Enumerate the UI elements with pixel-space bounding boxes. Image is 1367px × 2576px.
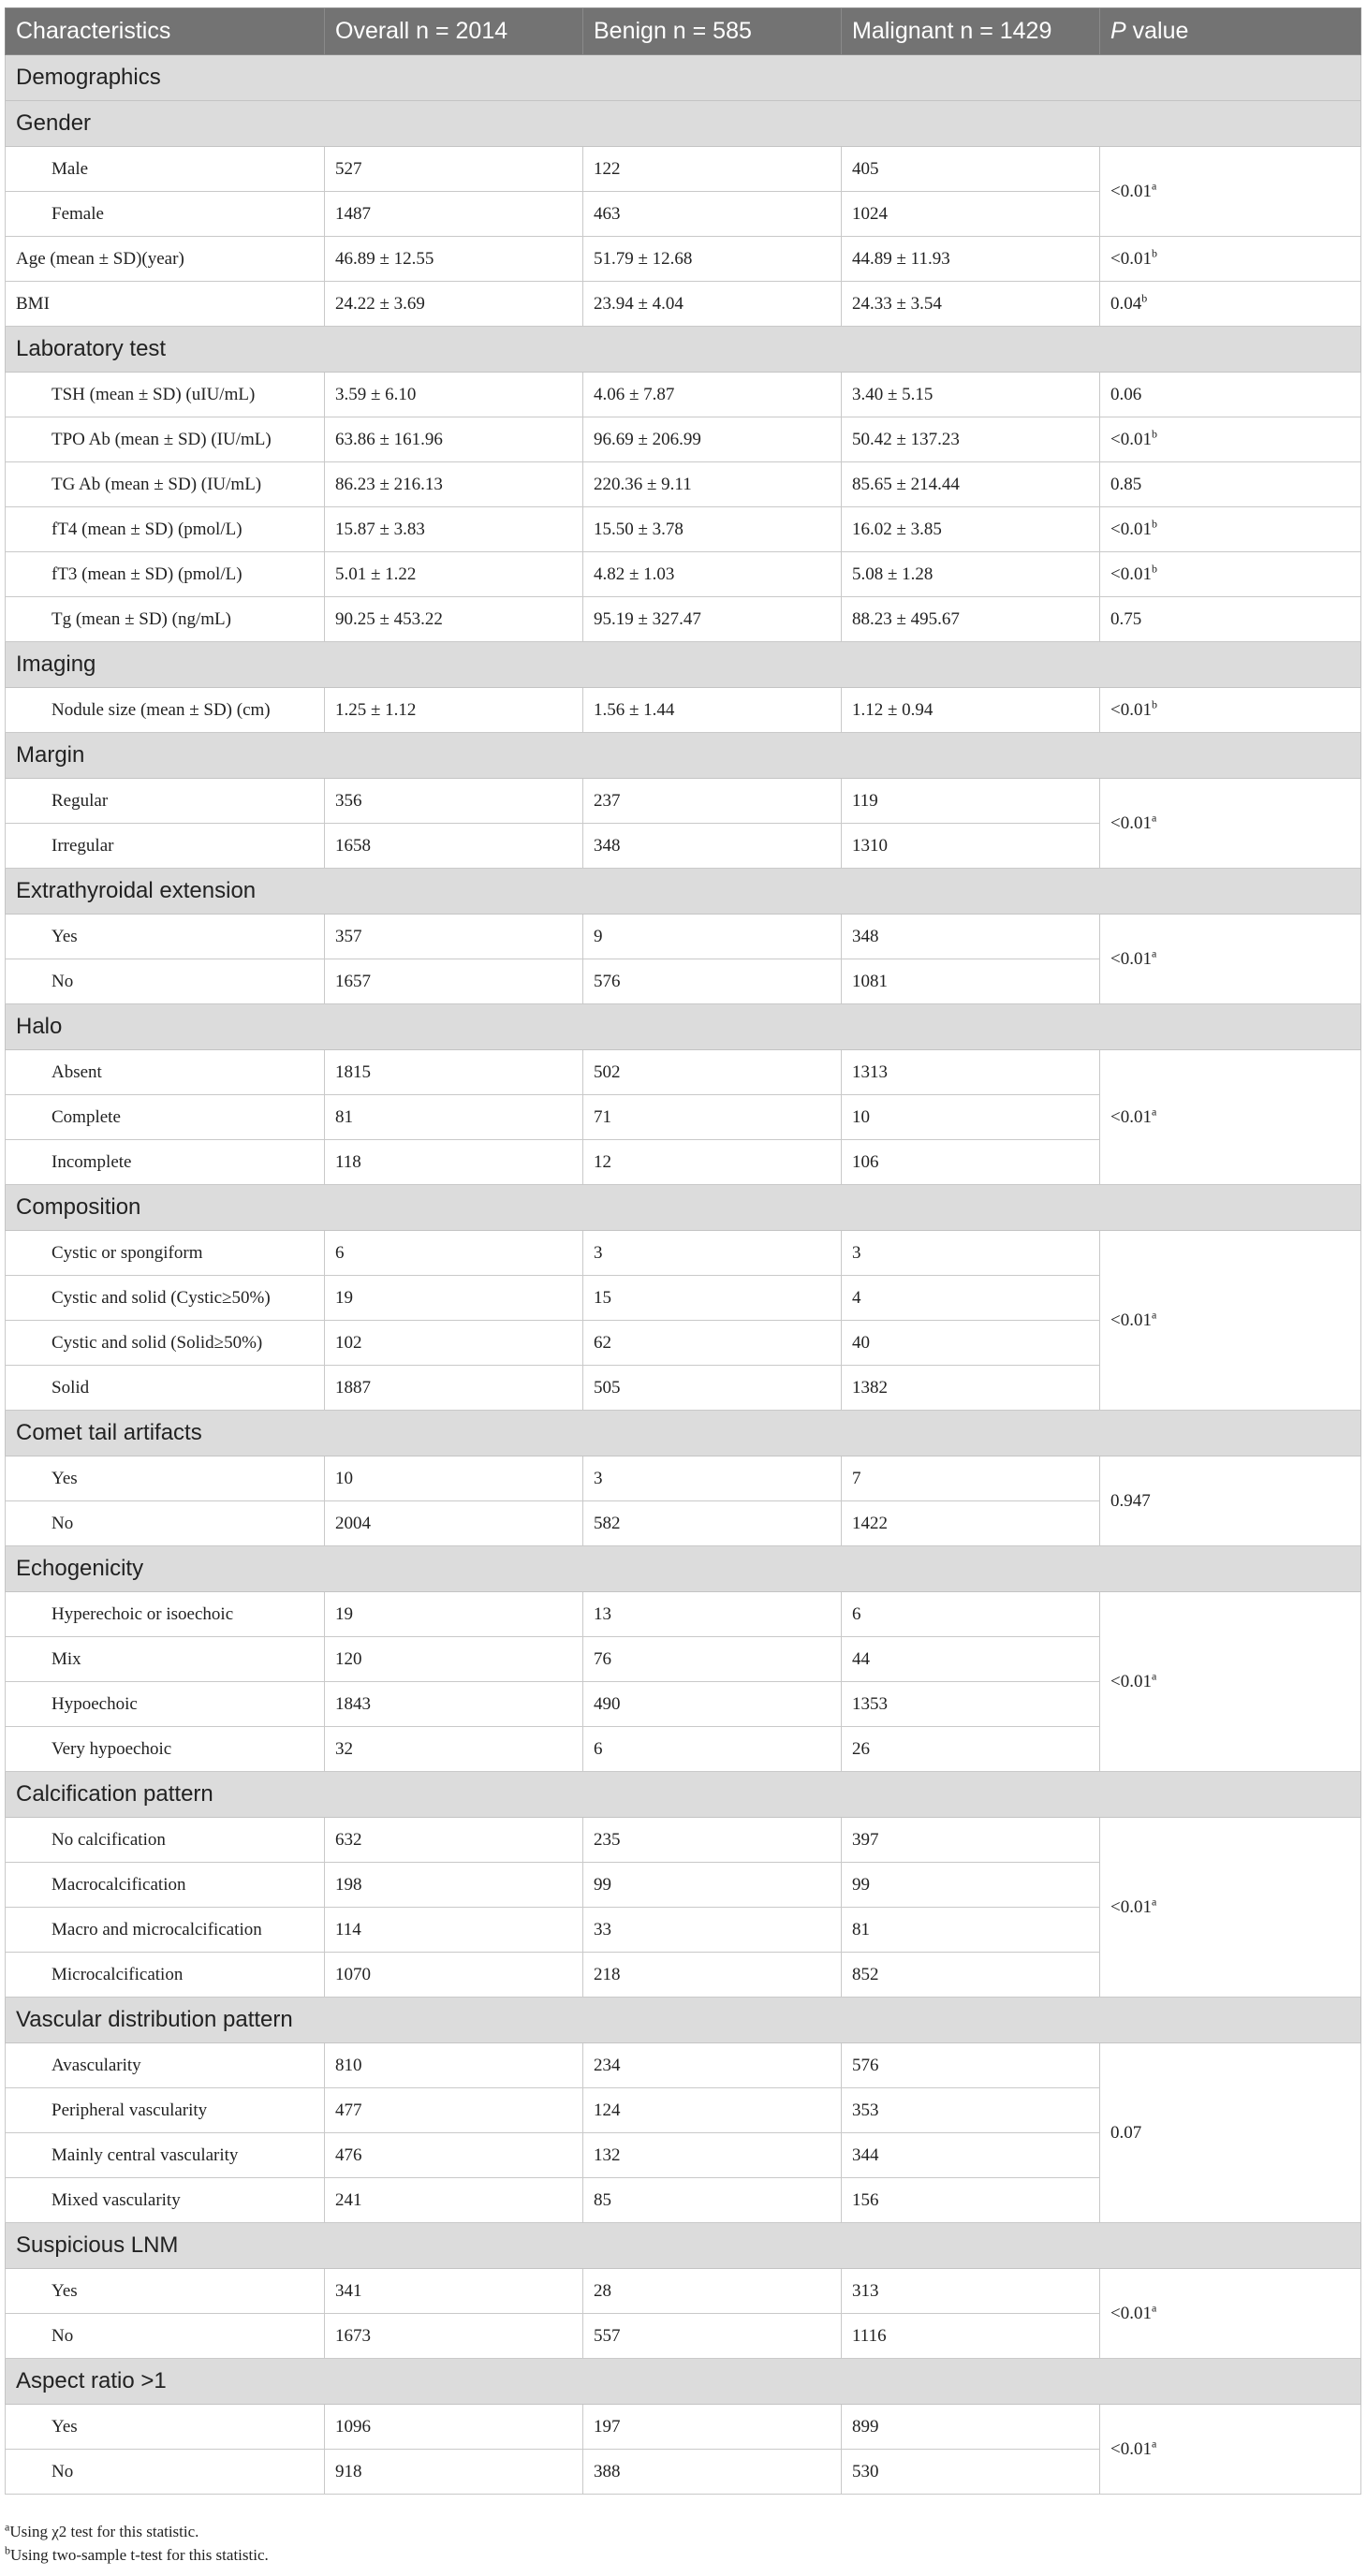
row-label: Tg (mean ± SD) (ng/mL) — [6, 597, 325, 642]
section-title: Demographics — [6, 55, 1361, 101]
cell-malignant: 1353 — [842, 1682, 1100, 1727]
row-label: Macrocalcification — [6, 1863, 325, 1908]
table-row — [6, 1050, 1361, 1095]
cell-overall: 1815 — [325, 1050, 583, 1095]
cell-benign: 15.50 ± 3.78 — [583, 507, 842, 552]
cell-overall: 1843 — [325, 1682, 583, 1727]
row-label: No — [6, 959, 325, 1004]
cell-overall: 86.23 ± 216.13 — [325, 462, 583, 507]
p-value-superscript: a — [1151, 179, 1157, 193]
cell-malignant: 1310 — [842, 824, 1100, 869]
cell-benign: 51.79 ± 12.68 — [583, 237, 842, 282]
row-label: Male — [6, 147, 325, 192]
cell-overall: 1657 — [325, 959, 583, 1004]
table-body — [6, 55, 1361, 2495]
row-label: Yes — [6, 2269, 325, 2314]
cell-malignant: 530 — [842, 2450, 1100, 2495]
cell-overall: 1487 — [325, 192, 583, 237]
section-row — [6, 1546, 1361, 1592]
cell-p-value — [1100, 597, 1361, 642]
p-value-text: <0.01 — [1110, 519, 1152, 539]
cell-benign: 576 — [583, 959, 842, 1004]
cell-overall: 357 — [325, 915, 583, 959]
table-row — [6, 282, 1361, 327]
p-value-superscript: b — [1151, 246, 1157, 260]
p-value-text: 0.04 — [1110, 293, 1142, 314]
section-title: Halo — [6, 1004, 1361, 1050]
cell-benign: 122 — [583, 147, 842, 192]
cell-malignant: 44.89 ± 11.93 — [842, 237, 1100, 282]
cell-p-value — [1100, 1818, 1361, 1998]
cell-malignant: 353 — [842, 2088, 1100, 2133]
cell-benign: 99 — [583, 1863, 842, 1908]
table-row — [6, 2043, 1361, 2088]
cell-overall: 15.87 ± 3.83 — [325, 507, 583, 552]
section-row — [6, 1998, 1361, 2043]
cell-benign: 234 — [583, 2043, 842, 2088]
row-label: Macro and microcalcification — [6, 1908, 325, 1953]
p-value-text: <0.01 — [1110, 812, 1152, 833]
row-label: No calcification — [6, 1818, 325, 1863]
cell-malignant: 1024 — [842, 192, 1100, 237]
cell-benign: 237 — [583, 779, 842, 824]
p-value-superscript: b — [1151, 427, 1157, 441]
cell-benign: 28 — [583, 2269, 842, 2314]
cell-p-value — [1100, 1050, 1361, 1185]
section-title: Gender — [6, 101, 1361, 147]
row-label: fT4 (mean ± SD) (pmol/L) — [6, 507, 325, 552]
cell-p-value — [1100, 462, 1361, 507]
table-row — [6, 462, 1361, 507]
cell-malignant: 24.33 ± 3.54 — [842, 282, 1100, 327]
row-label: Peripheral vascularity — [6, 2088, 325, 2133]
cell-malignant: 7 — [842, 1456, 1100, 1501]
cell-overall: 2004 — [325, 1501, 583, 1546]
footnote-marker: b — [5, 2543, 10, 2557]
section-title: Extrathyroidal extension — [6, 869, 1361, 915]
table-row — [6, 2405, 1361, 2450]
table-row — [6, 237, 1361, 282]
row-label: Cystic or spongiform — [6, 1231, 325, 1276]
p-value-superscript: a — [1151, 2301, 1157, 2315]
cell-malignant: 344 — [842, 2133, 1100, 2178]
cell-overall: 102 — [325, 1321, 583, 1366]
cell-malignant: 397 — [842, 1818, 1100, 1863]
p-value-text: <0.01 — [1110, 2303, 1152, 2323]
section-row — [6, 869, 1361, 915]
table-row — [6, 507, 1361, 552]
cell-overall: 341 — [325, 2269, 583, 2314]
cell-overall: 118 — [325, 1140, 583, 1185]
cell-malignant: 348 — [842, 915, 1100, 959]
cell-benign: 218 — [583, 1953, 842, 1998]
cell-benign: 3 — [583, 1456, 842, 1501]
cell-overall: 477 — [325, 2088, 583, 2133]
cell-benign: 197 — [583, 2405, 842, 2450]
section-title: Calcification pattern — [6, 1772, 1361, 1818]
cell-malignant: 1422 — [842, 1501, 1100, 1546]
cell-malignant: 3 — [842, 1231, 1100, 1276]
section-title: Laboratory test — [6, 327, 1361, 373]
cell-p-value — [1100, 915, 1361, 1004]
table-row — [6, 688, 1361, 733]
cell-benign: 220.36 ± 9.11 — [583, 462, 842, 507]
header-p-rest: value — [1125, 18, 1189, 44]
row-label: Cystic and solid (Cystic≥50%) — [6, 1276, 325, 1321]
cell-overall: 1096 — [325, 2405, 583, 2450]
table-row — [6, 373, 1361, 417]
cell-benign: 1.56 ± 1.44 — [583, 688, 842, 733]
cell-benign: 557 — [583, 2314, 842, 2359]
p-value-text: <0.01 — [1110, 2438, 1152, 2459]
section-title: Imaging — [6, 642, 1361, 688]
footnotes — [5, 2520, 269, 2567]
cell-overall: 5.01 ± 1.22 — [325, 552, 583, 597]
cell-overall: 81 — [325, 1095, 583, 1140]
p-value-text: <0.01 — [1110, 948, 1152, 969]
section-row — [6, 1411, 1361, 1456]
table-row — [6, 915, 1361, 959]
section-row — [6, 55, 1361, 101]
cell-benign: 502 — [583, 1050, 842, 1095]
cell-overall: 1673 — [325, 2314, 583, 2359]
section-row — [6, 1004, 1361, 1050]
table-row — [6, 1592, 1361, 1637]
cell-p-value — [1100, 2405, 1361, 2495]
cell-malignant: 1382 — [842, 1366, 1100, 1411]
p-value-text: 0.07 — [1110, 2122, 1142, 2143]
p-value-text: 0.85 — [1110, 474, 1142, 494]
p-value-text: <0.01 — [1110, 699, 1152, 720]
cell-overall: 3.59 ± 6.10 — [325, 373, 583, 417]
cell-overall: 6 — [325, 1231, 583, 1276]
row-label: Yes — [6, 2405, 325, 2450]
p-value-superscript: b — [1141, 291, 1148, 305]
section-row — [6, 2223, 1361, 2269]
cell-benign: 76 — [583, 1637, 842, 1682]
cell-benign: 124 — [583, 2088, 842, 2133]
row-label: Absent — [6, 1050, 325, 1095]
p-value-text: <0.01 — [1110, 1310, 1152, 1330]
table-row — [6, 779, 1361, 824]
cell-benign: 85 — [583, 2178, 842, 2223]
p-value-text: <0.01 — [1110, 181, 1152, 201]
row-label: Microcalcification — [6, 1953, 325, 1998]
header-characteristics: Characteristics — [6, 8, 325, 55]
cell-malignant: 4 — [842, 1276, 1100, 1321]
cell-p-value — [1100, 688, 1361, 733]
table-row — [6, 597, 1361, 642]
row-label: Complete — [6, 1095, 325, 1140]
row-label: fT3 (mean ± SD) (pmol/L) — [6, 552, 325, 597]
row-label: Irregular — [6, 824, 325, 869]
table-row — [6, 1231, 1361, 1276]
cell-overall: 1070 — [325, 1953, 583, 1998]
p-value-superscript: b — [1151, 517, 1157, 531]
section-row — [6, 2359, 1361, 2405]
cell-p-value — [1100, 2269, 1361, 2359]
table-row — [6, 1818, 1361, 1863]
cell-malignant: 576 — [842, 2043, 1100, 2088]
row-label: Female — [6, 192, 325, 237]
cell-overall: 90.25 ± 453.22 — [325, 597, 583, 642]
cell-malignant: 119 — [842, 779, 1100, 824]
row-label: BMI — [6, 282, 325, 327]
cell-benign: 388 — [583, 2450, 842, 2495]
cell-malignant: 156 — [842, 2178, 1100, 2223]
section-title: Composition — [6, 1185, 1361, 1231]
cell-malignant: 81 — [842, 1908, 1100, 1953]
row-label: Yes — [6, 915, 325, 959]
cell-malignant: 40 — [842, 1321, 1100, 1366]
cell-overall: 632 — [325, 1818, 583, 1863]
cell-benign: 6 — [583, 1727, 842, 1772]
p-value-superscript: b — [1151, 697, 1157, 711]
p-value-text: <0.01 — [1110, 1896, 1152, 1917]
cell-overall: 114 — [325, 1908, 583, 1953]
row-label: Hypoechoic — [6, 1682, 325, 1727]
cell-benign: 33 — [583, 1908, 842, 1953]
cell-malignant: 85.65 ± 214.44 — [842, 462, 1100, 507]
section-row — [6, 1185, 1361, 1231]
cell-malignant: 1313 — [842, 1050, 1100, 1095]
p-value-text: 0.947 — [1110, 1490, 1151, 1511]
cell-benign: 582 — [583, 1501, 842, 1546]
row-label: No — [6, 2314, 325, 2359]
row-label: Very hypoechoic — [6, 1727, 325, 1772]
cell-overall: 1658 — [325, 824, 583, 869]
cell-p-value — [1100, 237, 1361, 282]
cell-overall: 198 — [325, 1863, 583, 1908]
header-malignant: Malignant n = 1429 — [842, 8, 1100, 55]
row-label: Incomplete — [6, 1140, 325, 1185]
cell-benign: 4.06 ± 7.87 — [583, 373, 842, 417]
cell-p-value — [1100, 552, 1361, 597]
cell-benign: 463 — [583, 192, 842, 237]
row-label: Solid — [6, 1366, 325, 1411]
p-value-superscript: a — [1151, 1669, 1157, 1683]
p-value-text: 0.75 — [1110, 608, 1142, 629]
characteristics-table — [5, 7, 1361, 2495]
cell-overall: 19 — [325, 1592, 583, 1637]
cell-malignant: 88.23 ± 495.67 — [842, 597, 1100, 642]
table-row — [6, 552, 1361, 597]
section-title: Margin — [6, 733, 1361, 779]
section-title: Suspicious LNM — [6, 2223, 1361, 2269]
row-label: Age (mean ± SD)(year) — [6, 237, 325, 282]
cell-benign: 96.69 ± 206.99 — [583, 417, 842, 462]
cell-benign: 235 — [583, 1818, 842, 1863]
footnote-text: Using χ2 test for this statistic. — [9, 2523, 199, 2540]
cell-malignant: 10 — [842, 1095, 1100, 1140]
table-row — [6, 1456, 1361, 1501]
cell-malignant: 6 — [842, 1592, 1100, 1637]
cell-p-value — [1100, 1456, 1361, 1546]
p-value-superscript: a — [1151, 946, 1157, 960]
p-value-superscript: a — [1151, 1308, 1157, 1322]
header-benign: Benign n = 585 — [583, 8, 842, 55]
footnote — [5, 2543, 269, 2567]
row-label: No — [6, 2450, 325, 2495]
cell-benign: 505 — [583, 1366, 842, 1411]
header-row — [6, 8, 1361, 55]
section-title: Echogenicity — [6, 1546, 1361, 1592]
row-label: Hyperechoic or isoechoic — [6, 1592, 325, 1637]
row-label: Cystic and solid (Solid≥50%) — [6, 1321, 325, 1366]
cell-p-value — [1100, 373, 1361, 417]
cell-overall: 46.89 ± 12.55 — [325, 237, 583, 282]
cell-malignant: 50.42 ± 137.23 — [842, 417, 1100, 462]
p-value-superscript: a — [1151, 1105, 1157, 1119]
cell-p-value — [1100, 282, 1361, 327]
cell-p-value — [1100, 507, 1361, 552]
cell-malignant: 1081 — [842, 959, 1100, 1004]
cell-benign: 132 — [583, 2133, 842, 2178]
table-row — [6, 2269, 1361, 2314]
p-value-text: <0.01 — [1110, 564, 1152, 584]
cell-overall: 32 — [325, 1727, 583, 1772]
cell-overall: 19 — [325, 1276, 583, 1321]
row-label: Yes — [6, 1456, 325, 1501]
section-row — [6, 733, 1361, 779]
cell-overall: 10 — [325, 1456, 583, 1501]
row-label: Mixed vascularity — [6, 2178, 325, 2223]
row-label: TPO Ab (mean ± SD) (IU/mL) — [6, 417, 325, 462]
row-label: TSH (mean ± SD) (uIU/mL) — [6, 373, 325, 417]
cell-overall: 476 — [325, 2133, 583, 2178]
header-p-value — [1100, 8, 1361, 55]
cell-benign: 3 — [583, 1231, 842, 1276]
cell-overall: 24.22 ± 3.69 — [325, 282, 583, 327]
section-title: Aspect ratio >1 — [6, 2359, 1361, 2405]
row-label: No — [6, 1501, 325, 1546]
cell-malignant: 16.02 ± 3.85 — [842, 507, 1100, 552]
cell-benign: 490 — [583, 1682, 842, 1727]
cell-p-value — [1100, 1592, 1361, 1772]
section-row — [6, 101, 1361, 147]
cell-overall: 63.86 ± 161.96 — [325, 417, 583, 462]
cell-malignant: 899 — [842, 2405, 1100, 2450]
cell-p-value — [1100, 1231, 1361, 1411]
cell-malignant: 1.12 ± 0.94 — [842, 688, 1100, 733]
cell-overall: 527 — [325, 147, 583, 192]
section-title: Comet tail artifacts — [6, 1411, 1361, 1456]
p-value-text: <0.01 — [1110, 1106, 1152, 1127]
cell-malignant: 99 — [842, 1863, 1100, 1908]
cell-malignant: 44 — [842, 1637, 1100, 1682]
cell-malignant: 1116 — [842, 2314, 1100, 2359]
table-row — [6, 147, 1361, 192]
cell-overall: 120 — [325, 1637, 583, 1682]
p-value-text: <0.01 — [1110, 248, 1152, 269]
row-label: TG Ab (mean ± SD) (IU/mL) — [6, 462, 325, 507]
cell-p-value — [1100, 417, 1361, 462]
row-label: Nodule size (mean ± SD) (cm) — [6, 688, 325, 733]
cell-malignant: 852 — [842, 1953, 1100, 1998]
cell-benign: 23.94 ± 4.04 — [583, 282, 842, 327]
cell-overall: 356 — [325, 779, 583, 824]
cell-malignant: 5.08 ± 1.28 — [842, 552, 1100, 597]
section-row — [6, 642, 1361, 688]
cell-malignant: 26 — [842, 1727, 1100, 1772]
p-value-superscript: a — [1151, 811, 1157, 825]
p-value-text: <0.01 — [1110, 429, 1152, 449]
cell-benign: 13 — [583, 1592, 842, 1637]
cell-overall: 1.25 ± 1.12 — [325, 688, 583, 733]
cell-overall: 1887 — [325, 1366, 583, 1411]
cell-benign: 95.19 ± 327.47 — [583, 597, 842, 642]
cell-malignant: 106 — [842, 1140, 1100, 1185]
p-value-superscript: a — [1151, 1895, 1157, 1909]
header-overall: Overall n = 2014 — [325, 8, 583, 55]
cell-p-value — [1100, 779, 1361, 869]
cell-benign: 348 — [583, 824, 842, 869]
row-label: Mainly central vascularity — [6, 2133, 325, 2178]
p-value-text: 0.06 — [1110, 384, 1142, 404]
row-label: Avascularity — [6, 2043, 325, 2088]
p-value-text: <0.01 — [1110, 1671, 1152, 1691]
header-p-italic: P — [1110, 18, 1126, 44]
cell-benign: 12 — [583, 1140, 842, 1185]
cell-benign: 15 — [583, 1276, 842, 1321]
section-row — [6, 1772, 1361, 1818]
section-row — [6, 327, 1361, 373]
row-label: Regular — [6, 779, 325, 824]
p-value-superscript: b — [1151, 562, 1157, 576]
row-label: Mix — [6, 1637, 325, 1682]
section-title: Vascular distribution pattern — [6, 1998, 1361, 2043]
cell-benign: 62 — [583, 1321, 842, 1366]
cell-p-value — [1100, 2043, 1361, 2223]
footnote-marker: a — [5, 2520, 10, 2534]
table-row — [6, 417, 1361, 462]
cell-malignant: 313 — [842, 2269, 1100, 2314]
footnote-text: Using two-sample t-test for this statistic. — [10, 2546, 269, 2564]
cell-overall: 241 — [325, 2178, 583, 2223]
cell-overall: 918 — [325, 2450, 583, 2495]
cell-overall: 810 — [325, 2043, 583, 2088]
cell-p-value — [1100, 147, 1361, 237]
p-value-superscript: a — [1151, 2437, 1157, 2451]
cell-malignant: 3.40 ± 5.15 — [842, 373, 1100, 417]
footnote — [5, 2520, 269, 2543]
cell-benign: 71 — [583, 1095, 842, 1140]
cell-malignant: 405 — [842, 147, 1100, 192]
cell-benign: 9 — [583, 915, 842, 959]
cell-benign: 4.82 ± 1.03 — [583, 552, 842, 597]
